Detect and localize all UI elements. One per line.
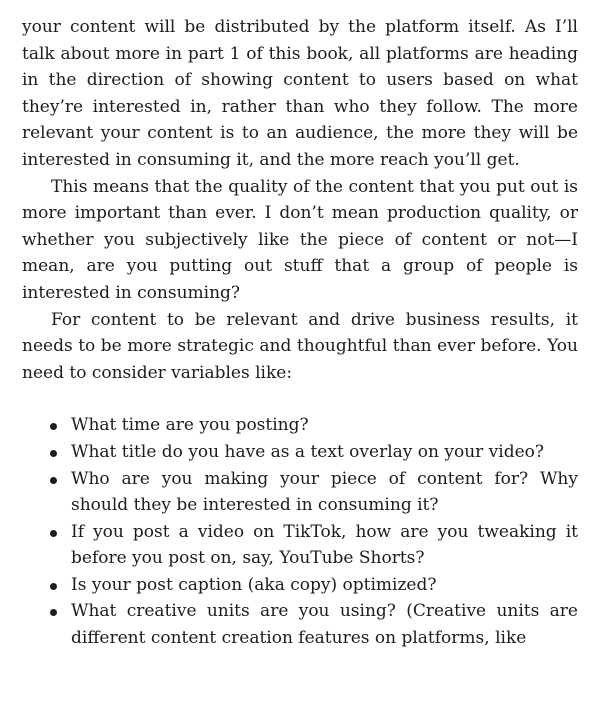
bullet-dot-icon [50,477,57,484]
bullet-item-text-overlay [22,439,578,466]
bullet-dot-icon [50,423,57,430]
bullet-text: What time are you posting? [71,415,309,436]
body-paragraph-3: For content to be relevant and drive business results, it needs to be more strategic and thoughtful than ever before. You need to consider variables like: [22,309,578,383]
bullet-dot-icon [50,583,57,590]
document-page [22,14,578,652]
bullet-dot-icon [50,450,57,457]
bullet-text: What title do you have as a text overlay on your video? [71,441,545,462]
bullet-item-posting-time [22,412,578,439]
bullet-text: What creative units are you using? (Creative units are different content creation features on platforms, like [71,601,578,649]
body-paragraph-2: This means that the quality of the content that you put out is more important than ever. I don’t mean production quality, or whether you subjectively like the piece of content or not—I mean, are you putting out stuff that a group of people is interested in consuming? [22,176,578,303]
bullet-dot-icon [50,530,57,537]
bullet-item-cross-posting [22,519,578,572]
variables-bullet-list [22,412,578,651]
bullet-item-audience [22,466,578,519]
bullet-dot-icon [50,609,57,616]
bullet-text: Is your post caption (aka copy) optimized? [71,574,437,595]
bullet-item-creative-units [22,598,578,651]
bullet-item-caption [22,572,578,599]
body-paragraph-1: your content will be distributed by the platform itself. As I’ll talk about more in part 1 of this book, all platforms are heading in the direction of showing content to users based on what they’re interested in, rather than who they follow. The more relevant your content is to an audience, the more they will be interested in consuming it, and the more reach you’ll get. [22,17,578,170]
bullet-text: If you post a video on TikTok, how are you tweaking it before you post on, say, YouTube Shorts? [71,521,578,569]
bullet-text: Who are you making your piece of content for? Why should they be interested in consuming it? [71,468,578,516]
